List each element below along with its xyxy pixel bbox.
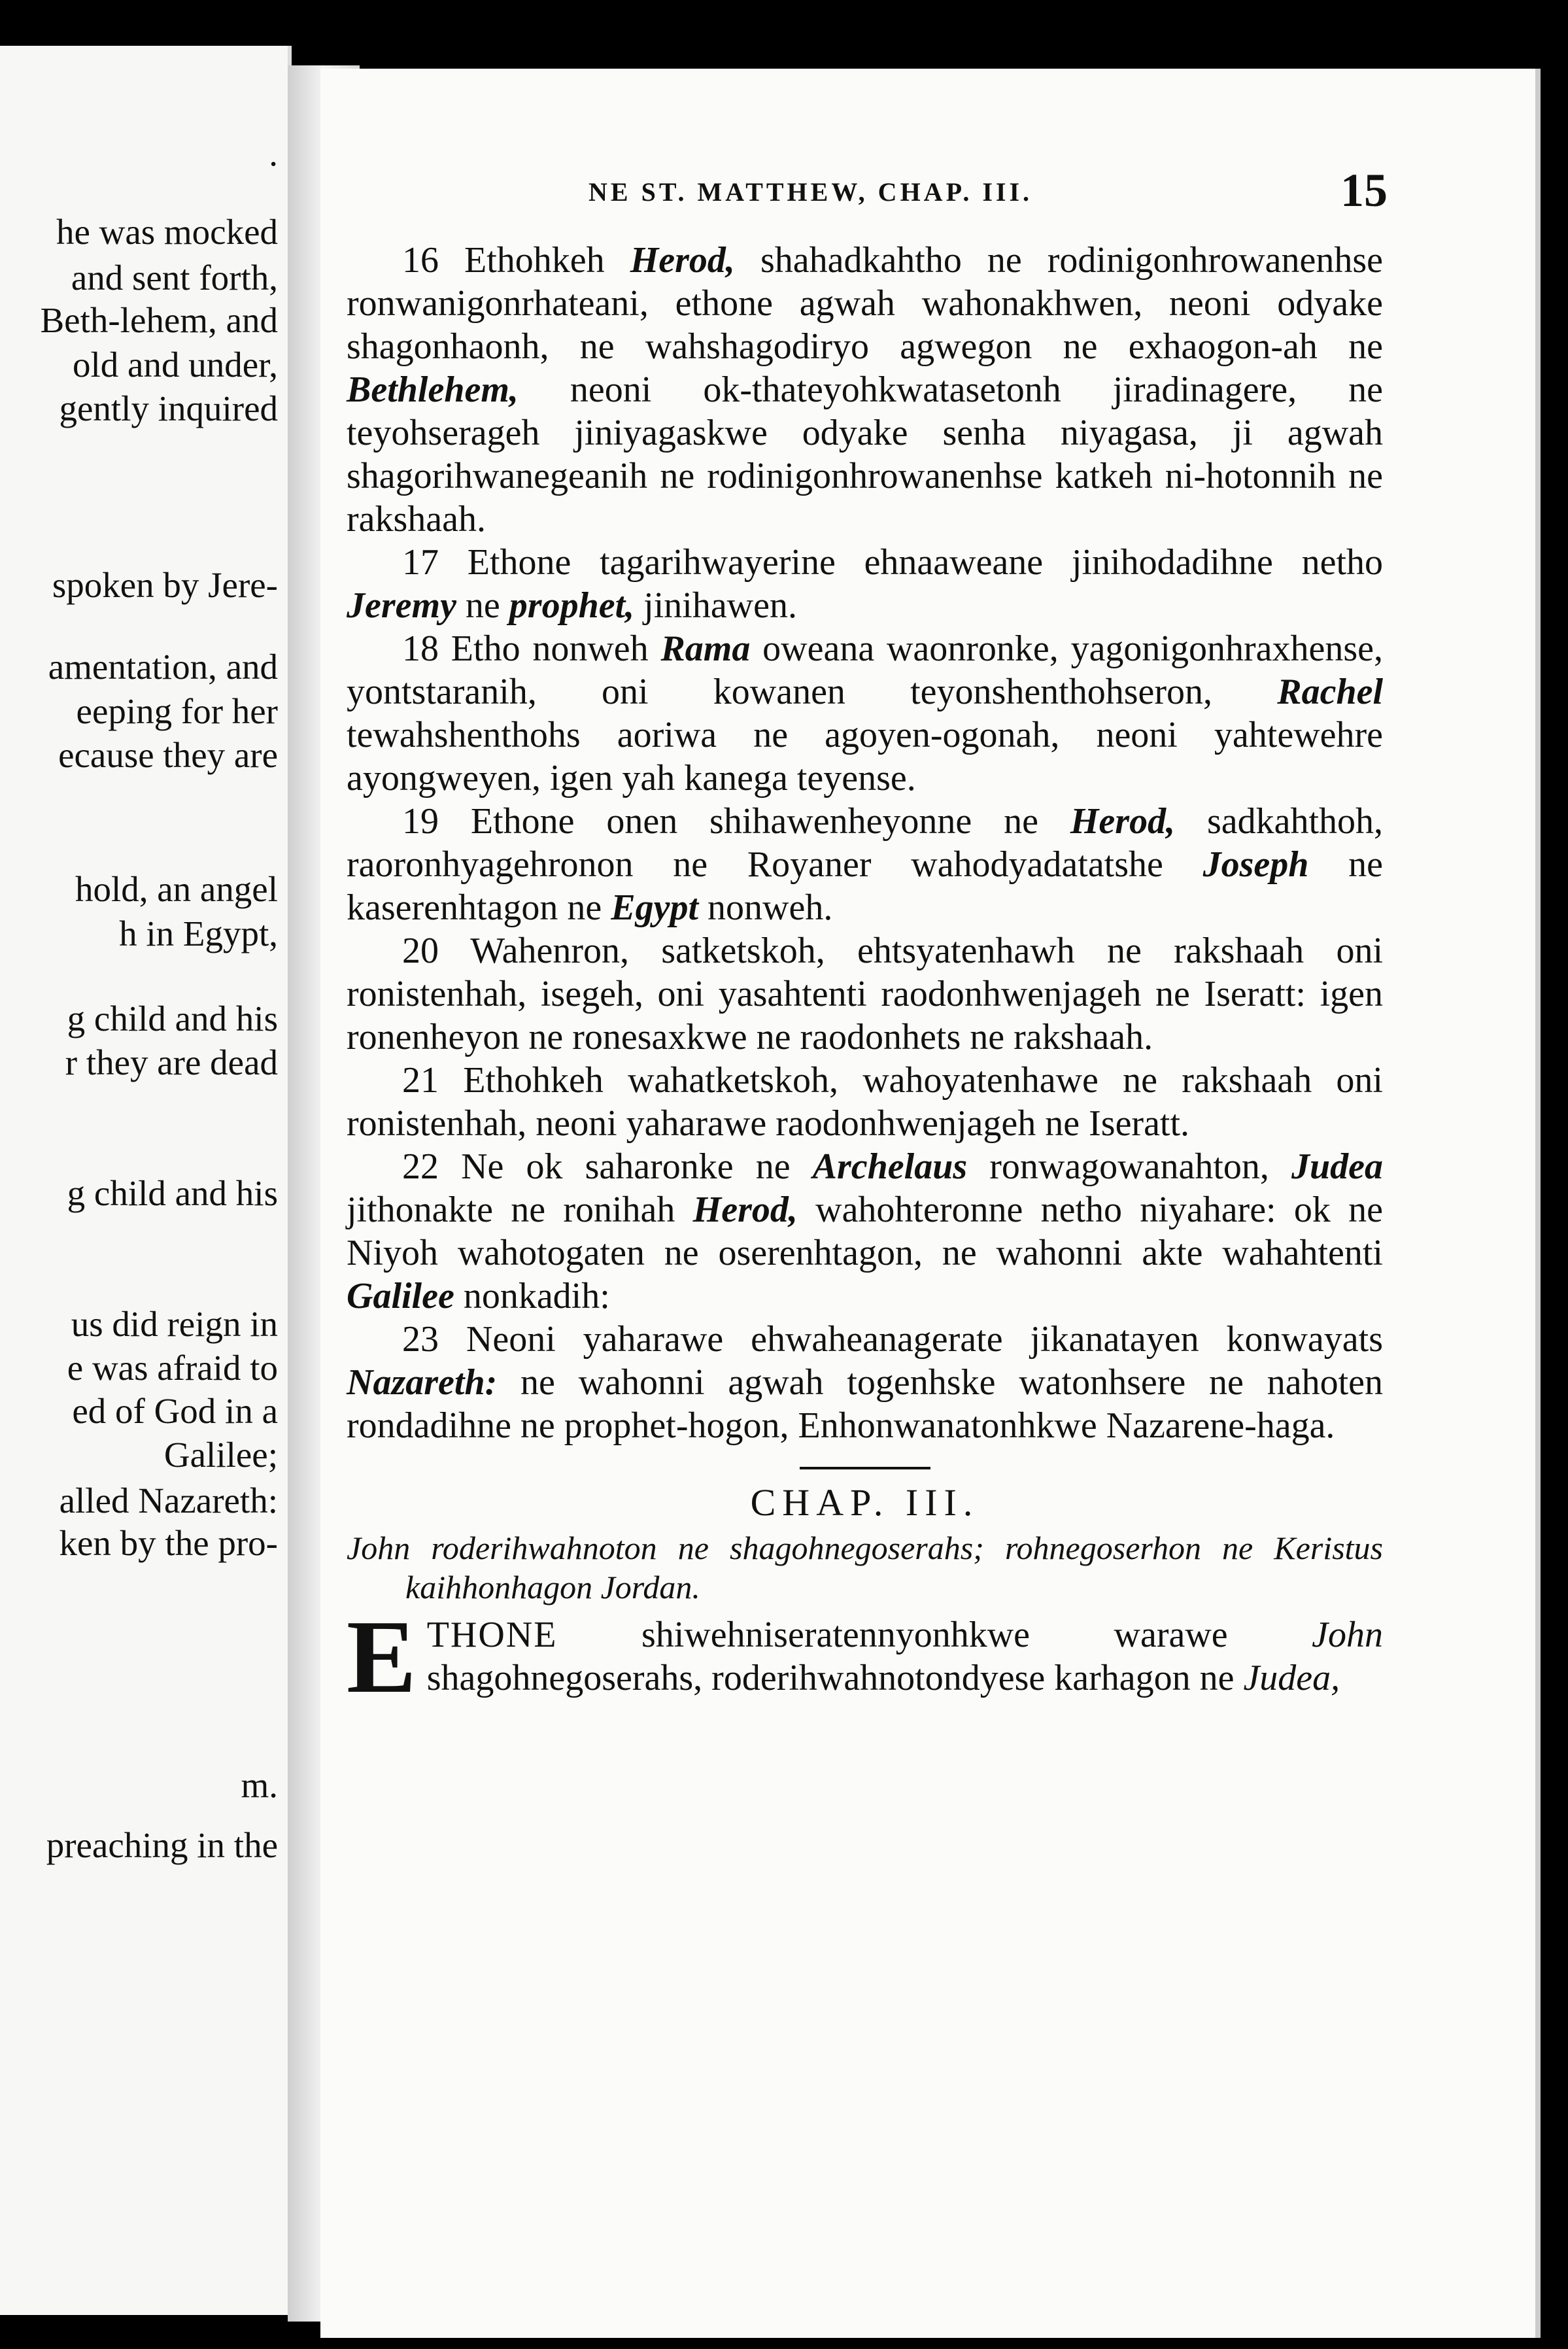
verse: 21 Ethohkeh wahatketskoh, wahoyatenhawe ne rakshaah oni ronistenhah, neoni yaharawe raodonhwenjageh ne Iseratt. <box>347 1060 1383 1144</box>
italic-name: Rama <box>660 628 751 669</box>
drop-cap: E <box>347 1598 417 1715</box>
left-page-line: ken by the pro- <box>59 1523 278 1563</box>
left-page-line: he was mocked <box>56 212 278 252</box>
verse: 16 Ethohkeh Herod, shahadkahtho ne rodinigonhrowanenhse ronwanigonrhateani, ethone agwah wahonakhwen, neoni odyake shagonhaonh, ne wahshagodiryo agwegon ne exhaogon-ah ne Bethlehem, neoni ok-thateyohkwatasetonh jiradinagere, ne teyohserageh jiniyagaskwe odyake senha niyagasa, ji agwah shagorihwanegeanih ne rodinigonhrowanenhse katkeh ni-hotonnih ne rakshaah. <box>347 240 1383 540</box>
left-page-line: ecause they are <box>58 735 278 775</box>
opening-place: Judea, <box>1243 1658 1340 1698</box>
italic-name: Herod, <box>630 240 735 281</box>
verse: 18 Etho nonweh Rama oweana waonronke, yagonigonhraxhense, yontstaranih, oni kowanen teyonshenthohseron, Rachel tewahshenthohs aoriwa ne agoyen-ogonah, neoni yahtewehre ayongweyen, igen yah kanega teyense. <box>347 628 1383 798</box>
left-page-line: h in Egypt, <box>119 914 278 953</box>
italic-name: Nazareth: <box>347 1362 498 1403</box>
left-page-line: and sent forth, <box>71 258 278 298</box>
left-page-line: gently inquired <box>59 388 278 428</box>
italic-name: prophet, <box>509 585 635 626</box>
verse: 19 Ethone onen shihawenheyonne ne Herod, sadkahthoh, raoronhyagehronon ne Royaner wahodyadatatshe Joseph ne kaserenhtagon ne Egypt nonweh. <box>347 801 1384 928</box>
italic-name: Galilee <box>347 1276 454 1316</box>
left-page-line: r they are dead <box>65 1042 278 1082</box>
opening-text: shiwehniseratennyonhkwe warawe <box>557 1615 1312 1655</box>
verse-list <box>347 239 1383 1447</box>
chapter-heading: CHAP. III. <box>750 1481 980 1524</box>
left-page-line: e was afraid to <box>67 1348 278 1388</box>
left-page-line: Beth-lehem, and <box>40 300 278 340</box>
left-page-line: g child and his <box>67 1173 278 1213</box>
opening-text-2: shagohnegoserahs, roderihwahnotondyese karhagon ne <box>426 1658 1244 1698</box>
italic-name: Bethlehem, <box>347 369 519 410</box>
left-page-line: us did reign in <box>71 1304 278 1344</box>
left-page-line: alled Nazareth: <box>59 1481 278 1520</box>
main-text <box>347 239 1384 1715</box>
verse: 17 Ethone tagarihwayerine ehnaaweane jinihodadihne netho Jeremy ne prophet, jinihawen. <box>347 542 1383 626</box>
chapter-summary: John roderihwahnoton ne shagohnegoserahs; rohnegoserhon ne Keristus kaihhonhagon Jordan. <box>347 1530 1383 1605</box>
italic-name: Herod, <box>1070 801 1176 842</box>
italic-name: Jeremy <box>347 585 456 626</box>
page-number: 15 <box>1340 164 1388 216</box>
left-page-line: eeping for her <box>76 691 278 731</box>
chapter-opening <box>347 1598 1383 1715</box>
left-page-line: hold, an angel <box>75 869 278 909</box>
italic-name: Rachel <box>1277 672 1383 712</box>
left-page-line: g child and his <box>67 999 278 1038</box>
opening-caps: THONE <box>426 1615 558 1655</box>
left-page-line: m. <box>241 1765 278 1805</box>
italic-name: Archelaus <box>812 1146 968 1187</box>
verse: 20 Wahenron, satketskoh, ehtsyatenhawh ne rakshaah oni ronistenhah, isegeh, oni yasahtenti raodonhwenjageh ne Iseratt: igen ronenheyon ne ronesaxkwe ne raodonhets ne rakshaah. <box>347 931 1383 1057</box>
verse: 23 Neoni yaharawe ehwaheanagerate jikanatayen konwayats Nazareth: ne wahonni agwah togenhske watonhsere ne nahoten rondadihne ne prophet-hogon, Enhonwanatonhkwe Nazarene-haga. <box>347 1319 1383 1446</box>
left-page-line: . <box>269 133 278 173</box>
italic-name: Joseph <box>1202 844 1309 885</box>
italic-name: Herod, <box>692 1190 798 1230</box>
left-page-line: spoken by Jere- <box>52 565 278 605</box>
chapter-rule <box>800 1467 930 1469</box>
verse: 22 Ne ok saharonke ne Archelaus ronwagowanahton, Judea jithonakte ne ronihah Herod, wahohteronne netho niyahare: ok ne Niyoh wahotogaten ne oserenhtagon, ne wahonni akte wahahtenti Galilee nonkadih: <box>347 1146 1383 1316</box>
left-page-line: ed of God in a <box>72 1391 278 1431</box>
left-page-line: old and under, <box>73 345 278 385</box>
left-page-line: amentation, and <box>48 647 278 687</box>
italic-name: Judea <box>1291 1146 1383 1187</box>
left-page-line: Galilee; <box>163 1435 278 1475</box>
opening-name: John <box>1312 1615 1383 1655</box>
left-page-line: preaching in the <box>46 1825 278 1865</box>
italic-name: Egypt <box>611 887 699 928</box>
running-head: NE ST. MATTHEW, CHAP. III. <box>588 177 1033 207</box>
